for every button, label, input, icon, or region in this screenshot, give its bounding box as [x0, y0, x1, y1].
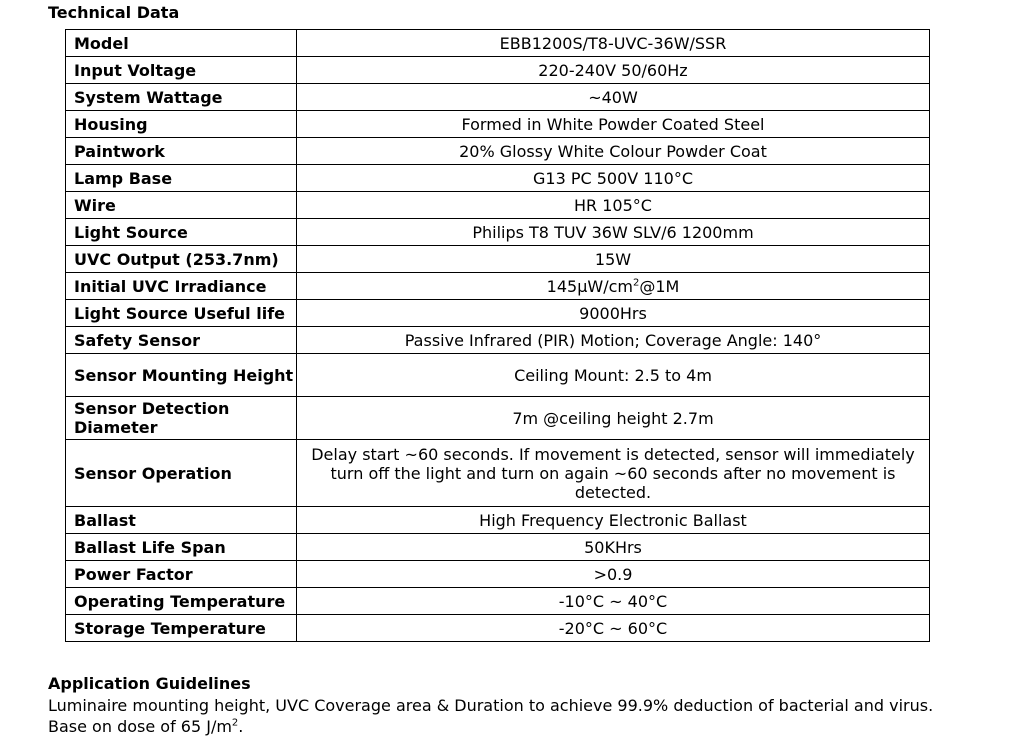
row-label: Light Source — [66, 219, 297, 246]
row-label: Lamp Base — [66, 165, 297, 192]
row-value: >0.9 — [297, 561, 930, 588]
row-label: Wire — [66, 192, 297, 219]
table-row — [66, 138, 930, 165]
superscript: 2 — [632, 277, 640, 289]
row-value: 7m @ceiling height 2.7m — [297, 397, 930, 440]
row-value: High Frequency Electronic Ballast — [297, 507, 930, 534]
table-row — [66, 397, 930, 440]
table-row — [66, 219, 930, 246]
row-value: EBB1200S/T8-UVC-36W/SSR — [297, 30, 930, 57]
row-value: HR 105°C — [297, 192, 930, 219]
row-label: UVC Output (253.7nm) — [66, 246, 297, 273]
technical-data-table — [65, 29, 930, 642]
section-title: Technical Data — [48, 3, 180, 22]
row-label: Ballast — [66, 507, 297, 534]
row-value: -20°C ~ 60°C — [297, 615, 930, 642]
row-label: Initial UVC Irradiance — [66, 273, 297, 300]
row-value: Formed in White Powder Coated Steel — [297, 111, 930, 138]
row-value: 15W — [297, 246, 930, 273]
table-row — [66, 192, 930, 219]
dose-end: . — [238, 717, 244, 736]
application-guidelines-title: Application Guidelines — [48, 674, 251, 693]
row-value: 220-240V 50/60Hz — [297, 57, 930, 84]
row-value: Delay start ~60 seconds. If movement is detected, sensor will immediately turn off the light and turn on again ~60 seconds after no movement is detected. — [297, 440, 930, 507]
irradiance-value: 145μW/cm — [546, 276, 633, 296]
row-value: -10°C ~ 40°C — [297, 588, 930, 615]
row-value: 20% Glossy White Colour Powder Coat — [297, 138, 930, 165]
superscript: 2 — [231, 717, 239, 729]
row-value: Ceiling Mount: 2.5 to 4m — [297, 354, 930, 397]
row-label: Model — [66, 30, 297, 57]
application-guidelines-text — [48, 695, 968, 737]
row-label: Housing — [66, 111, 297, 138]
row-label: Light Source Useful life — [66, 300, 297, 327]
guidelines-line-1: Luminaire mounting height, UVC Coverage area & Duration to achieve 99.9% deduction of bacterial and virus. — [48, 696, 934, 715]
table-row — [66, 561, 930, 588]
table-row — [66, 327, 930, 354]
row-label: Sensor Mounting Height — [66, 354, 297, 397]
row-value: Passive Infrared (PIR) Motion; Coverage Angle: 140° — [297, 327, 930, 354]
table-row — [66, 30, 930, 57]
row-label: System Wattage — [66, 84, 297, 111]
table-row — [66, 273, 930, 300]
table-row — [66, 111, 930, 138]
table-row — [66, 534, 930, 561]
table-row — [66, 588, 930, 615]
row-label: Sensor Detection Diameter — [66, 397, 297, 440]
table-row — [66, 57, 930, 84]
table-row — [66, 507, 930, 534]
irradiance-distance: @1M — [639, 276, 680, 296]
table-row — [66, 165, 930, 192]
row-value: ~40W — [297, 84, 930, 111]
row-value: G13 PC 500V 110°C — [297, 165, 930, 192]
table-row — [66, 300, 930, 327]
table-row — [66, 440, 930, 507]
row-label: Input Voltage — [66, 57, 297, 84]
table-row — [66, 354, 930, 397]
row-label: Storage Temperature — [66, 615, 297, 642]
table-row — [66, 84, 930, 111]
row-label: Operating Temperature — [66, 588, 297, 615]
row-label: Safety Sensor — [66, 327, 297, 354]
row-value: 50KHrs — [297, 534, 930, 561]
row-value: 9000Hrs — [297, 300, 930, 327]
table-row — [66, 615, 930, 642]
row-label: Sensor Operation — [66, 440, 297, 507]
table-row — [66, 246, 930, 273]
row-value — [297, 273, 930, 300]
guidelines-line-2 — [48, 716, 968, 737]
row-value: Philips T8 TUV 36W SLV/6 1200mm — [297, 219, 930, 246]
row-label: Paintwork — [66, 138, 297, 165]
dose-text: Base on dose of 65 J/m — [48, 717, 232, 736]
row-label: Power Factor — [66, 561, 297, 588]
row-label: Ballast Life Span — [66, 534, 297, 561]
